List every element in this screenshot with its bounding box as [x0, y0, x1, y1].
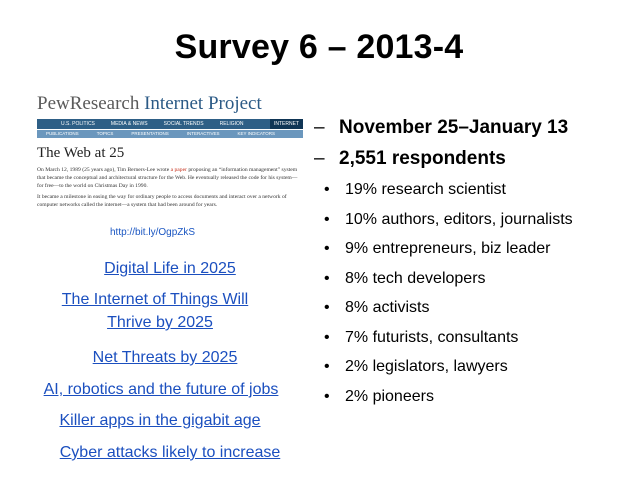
- slide-title: Survey 6 – 2013-4: [174, 28, 464, 66]
- link-digital-life-2025[interactable]: Digital Life in 2025: [104, 260, 236, 277]
- short-link[interactable]: http://bit.ly/OgpZkS: [110, 227, 196, 238]
- bullet-icon: •: [324, 240, 330, 257]
- list-item: • 9% entrepreneurs, biz leader: [324, 240, 551, 257]
- list-item: • 19% research scientist: [324, 181, 506, 198]
- bullet-icon: •: [324, 387, 330, 405]
- bullet-icon: •: [324, 269, 330, 287]
- dash-marker: –: [314, 148, 325, 169]
- pew-logo: PewResearch Internet Project: [37, 93, 262, 114]
- subnav-item: TOPICS: [96, 131, 114, 136]
- bullet-icon: •: [324, 210, 330, 228]
- article-paragraph: On March 12, 1989 (25 years ago), Tim Berners-Lee wrote a paper proposing an “information management” system that became the conceptual and architectural structure for the Web. He eventually released the code for his system—for free—to the world on Christmas Day in 1990.: [37, 167, 298, 190]
- respondent-breakdown-list: [320, 180, 630, 416]
- list-item: • 10% authors, editors, journalists: [324, 210, 573, 228]
- subnav-item: PRESENTATIONS: [131, 131, 169, 136]
- link-cyber-attacks[interactable]: Cyber attacks likely to increase: [59, 444, 281, 461]
- bullet-icon: •: [324, 181, 330, 198]
- bullet-icon: •: [324, 328, 330, 346]
- pew-secondary-nav: [37, 130, 303, 138]
- dash-marker: –: [314, 117, 325, 138]
- respondents-item: [314, 148, 506, 170]
- pew-article-body: [37, 166, 299, 211]
- link-net-threats-2025[interactable]: Net Threats by 2025: [92, 349, 238, 366]
- list-item: • 2% legislators, lawyers: [324, 358, 508, 375]
- nav-item: MEDIA & NEWS: [110, 121, 148, 127]
- nav-item-active: INTERNET: [270, 119, 303, 129]
- respondents: 2,551 respondents: [339, 148, 506, 169]
- pew-primary-nav: [37, 119, 303, 129]
- nav-item: RELIGION: [219, 121, 244, 127]
- pew-article-heading: The Web at 25: [37, 145, 125, 161]
- link-internet-of-things[interactable]: The Internet of Things Will: [61, 291, 249, 308]
- subnav-item: KEY INDICATORS: [237, 131, 275, 136]
- bullet-icon: •: [324, 299, 330, 316]
- date-range: November 25–January 13: [339, 117, 569, 138]
- article-paragraph: It became a milestone in easing the way for ordinary people to access documents and interact over a network of computer networks called the internet—a system that had been around for years.: [37, 193, 287, 208]
- link-killer-apps-gigabit[interactable]: Killer apps in the gigabit age: [59, 412, 261, 429]
- nav-item: U.S. POLITICS: [61, 121, 95, 127]
- bullet-icon: •: [324, 358, 330, 375]
- list-item: • 8% tech developers: [324, 269, 486, 287]
- list-item: • 8% activists: [324, 299, 430, 316]
- list-item: • 7% futurists, consultants: [324, 328, 519, 346]
- pew-screenshot: [25, 88, 305, 238]
- date-range-item: [314, 117, 568, 139]
- link-ai-robotics-jobs[interactable]: AI, robotics and the future of jobs: [43, 381, 279, 398]
- paper-link: a paper: [170, 167, 187, 173]
- nav-item: SOCIAL TRENDS: [163, 121, 204, 127]
- list-item: • 2% pioneers: [324, 387, 434, 405]
- link-internet-of-things-line2[interactable]: Thrive by 2025: [107, 314, 213, 331]
- subnav-item: INTERACTIVES: [186, 131, 220, 136]
- subnav-item: PUBLICATIONS: [46, 131, 79, 136]
